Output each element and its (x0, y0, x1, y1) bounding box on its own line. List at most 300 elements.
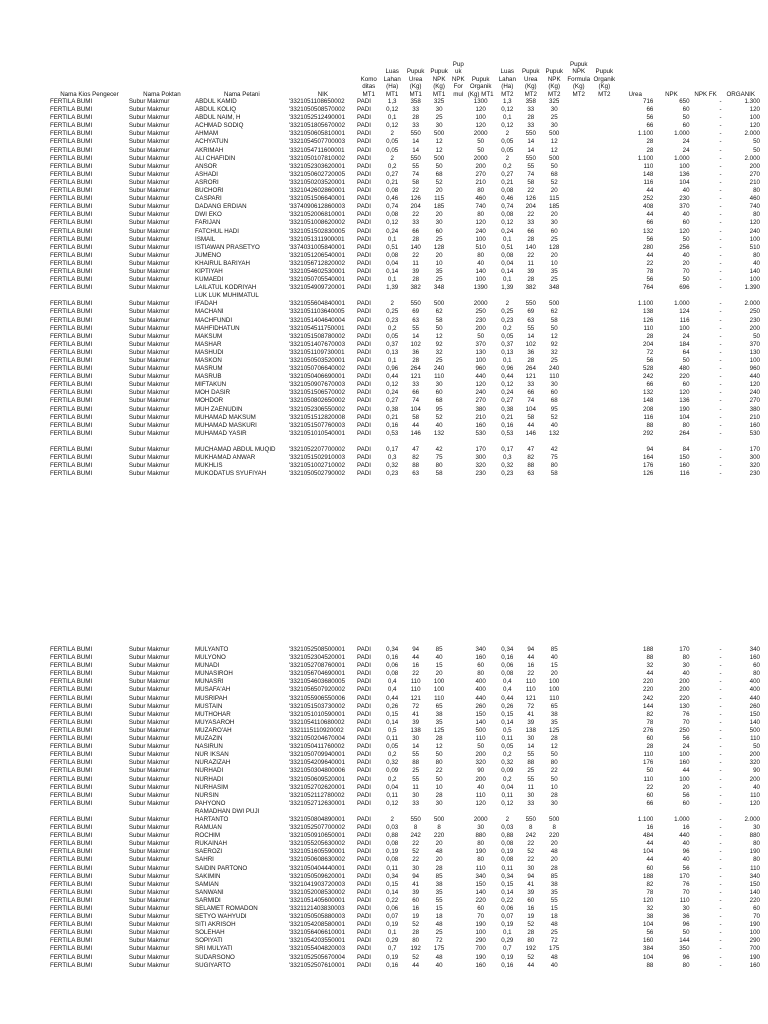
table-cell: '3321056712820002 (288, 259, 346, 267)
table-cell: 138 (643, 308, 654, 316)
farmer-fertilizer-table-bottom (50, 646, 760, 970)
table-cell: 220 (749, 896, 760, 904)
table-cell: 62 (550, 308, 558, 316)
column-header: Pupuk Urea (Kg) MT1 (406, 68, 425, 98)
table-cell (592, 300, 618, 308)
table-cell: 0,16 (501, 421, 514, 429)
table-cell: 700 (475, 945, 486, 953)
table-cell: 0,14 (386, 718, 399, 726)
table-cell: 0,4 (387, 686, 397, 694)
table-cell: 95 (550, 405, 558, 413)
table-cell (592, 897, 618, 905)
table-cell: 128 (549, 243, 560, 251)
table-cell: PADI (357, 316, 371, 324)
table-cell: 55 (412, 162, 420, 170)
table-cell: 50 (753, 332, 760, 340)
table-cell: 0,06 (501, 662, 514, 670)
table-cell: 230 (475, 470, 486, 478)
table-cell: 15 (550, 662, 558, 670)
table-cell: '3321050709940001 (288, 751, 346, 759)
table-cell: - (719, 735, 722, 743)
table-cell: 160 (643, 937, 654, 945)
table-cell (451, 776, 466, 784)
table-cell: 28 (435, 735, 443, 743)
table-cell: 500 (549, 130, 560, 138)
table-cell: 0,7 (387, 945, 397, 953)
table-cell: 28 (527, 929, 535, 937)
table-cell: 25 (435, 114, 443, 122)
table-cell: '3321054209640001 (288, 759, 346, 767)
table-cell (592, 114, 618, 122)
table-cell: NASIRUN (194, 743, 223, 751)
table-cell: 280 (643, 243, 654, 251)
table-cell (451, 816, 466, 824)
table-cell: 0,13 (386, 348, 399, 356)
table-cell: 66 (527, 227, 535, 235)
table-cell: Subur Makmur (128, 937, 170, 945)
table-cell (566, 751, 592, 759)
table-cell (566, 171, 592, 179)
table-cell: 80 (753, 211, 760, 219)
table-cell: 12 (435, 138, 443, 146)
table-cell: 320 (475, 462, 486, 470)
table-row (50, 832, 760, 840)
table-cell: 100 (679, 324, 690, 332)
table-cell: - (719, 929, 722, 937)
table-cell (380, 292, 403, 300)
table-cell: '3321052306550002 (288, 405, 346, 413)
table-cell: 22 (435, 767, 443, 775)
table-cell: 120 (749, 106, 760, 114)
table-cell: 88 (646, 961, 654, 969)
table-cell: 28 (412, 114, 420, 122)
table-cell: 55 (527, 324, 535, 332)
table-cell (566, 292, 592, 300)
table-cell: MACHANI (194, 308, 224, 316)
table-cell: - (719, 357, 722, 364)
table-cell: 68 (550, 397, 558, 405)
table-cell: '3321052008530002 (288, 888, 346, 896)
table-cell: FERTILA BUMI (50, 670, 93, 678)
table-cell: 24 (682, 332, 690, 340)
table-cell: MUZAZIN (194, 735, 223, 743)
table-cell (451, 236, 466, 244)
table-cell: 48 (435, 848, 443, 856)
table-cell: 62 (435, 308, 443, 316)
table-cell: PADI (357, 646, 371, 653)
table-cell (566, 711, 592, 719)
table-cell: 104 (679, 413, 690, 421)
table-cell: 160 (475, 961, 486, 969)
table-cell: PADI (357, 454, 371, 462)
table-cell: 242 (643, 694, 654, 702)
table-cell: PADI (357, 405, 371, 413)
table-cell: 240 (475, 227, 486, 235)
table-cell: 0,11 (501, 864, 514, 872)
table-cell (592, 881, 618, 889)
table-cell: PADI (357, 154, 371, 162)
table-cell: 28 (646, 332, 654, 340)
table-cell (592, 98, 618, 106)
table-cell (451, 727, 466, 735)
table-cell: 66 (412, 227, 420, 235)
table-cell: Subur Makmur (128, 316, 170, 324)
table-cell: 0,4 (503, 678, 512, 686)
table-cell: 500 (433, 300, 445, 308)
table-cell: FERTILA BUMI (50, 413, 93, 421)
table-cell: FERTILA BUMI (50, 243, 93, 251)
table-cell (566, 889, 592, 897)
table-cell: MUHAMAD MAKSUM (194, 413, 256, 421)
table-cell: '3321050509620001 (288, 872, 346, 880)
table-cell: 52 (527, 848, 535, 856)
table-cell: MAHFIDHATUN (194, 324, 240, 332)
table-cell: 2000 (473, 815, 488, 823)
table-cell: '3321052512490001 (288, 114, 346, 122)
table-body-bottom (50, 646, 760, 970)
table-cell: 0,11 (386, 791, 398, 799)
table-cell: 58 (527, 413, 535, 421)
table-cell: - (719, 921, 722, 929)
table-cell: 2 (505, 154, 510, 162)
table-cell (451, 695, 466, 703)
table-cell: FERTILA BUMI (50, 259, 93, 267)
table-cell: - (719, 251, 722, 259)
table-cell (592, 759, 618, 767)
table-cell (617, 292, 653, 300)
table-cell (566, 308, 592, 316)
table-cell (566, 397, 592, 405)
table-cell: ASHADI (194, 170, 219, 178)
table-cell (566, 743, 592, 751)
table-cell: 20 (550, 251, 558, 259)
table-cell: MUKODATUS SYUFIYAH (194, 470, 267, 478)
table-cell: MUSTAIN (194, 702, 223, 710)
table-cell (566, 130, 592, 138)
table-cell: - (719, 162, 722, 170)
table-cell: 144 (679, 937, 690, 945)
table-cell: 28 (527, 235, 535, 243)
table-cell (566, 317, 592, 325)
table-cell: 50 (477, 138, 485, 146)
table-cell: FERTILA BUMI (50, 646, 93, 653)
table-cell (566, 430, 592, 438)
table-cell: FERTILA BUMI (50, 921, 93, 929)
table-cell: 94 (527, 872, 535, 880)
table-cell: 100 (475, 929, 486, 937)
table-cell: 132 (643, 227, 654, 235)
table-cell: '3321121403830003 (288, 905, 345, 912)
table-cell (451, 195, 466, 203)
table-cell: PADI (357, 251, 371, 259)
table-cell: PADI (357, 429, 371, 437)
table-cell: 0,12 (501, 106, 514, 114)
table-cell: 94 (412, 872, 420, 880)
table-cell: 0,44 (501, 373, 514, 381)
table-cell (592, 462, 618, 470)
table-cell (566, 300, 592, 308)
table-cell: Subur Makmur (128, 824, 170, 832)
table-cell: 110 (679, 896, 690, 904)
table-cell: 0,09 (386, 767, 399, 775)
table-cell: 44 (412, 654, 420, 662)
table-cell: FERTILA BUMI (50, 783, 93, 791)
table-cell (592, 832, 618, 840)
table-cell: FERTILA BUMI (50, 840, 93, 848)
table-cell: 0,2 (387, 324, 397, 332)
table-cell: 60 (682, 122, 690, 130)
table-cell: 104 (525, 405, 536, 413)
table-cell: 0,05 (501, 146, 514, 154)
table-cell: Subur Makmur (128, 276, 170, 284)
table-cell (566, 422, 592, 430)
table-cell: 69 (527, 308, 535, 316)
table-cell (566, 776, 592, 784)
table-cell: 370 (749, 340, 760, 348)
table-cell (451, 252, 466, 260)
table-cell: SOPIYATI (194, 937, 223, 945)
table-cell: 264 (679, 429, 690, 437)
table-cell: 384 (643, 945, 654, 953)
table-cell: PADI (357, 195, 371, 203)
table-cell: 22 (527, 670, 535, 678)
table-cell: 50 (435, 324, 443, 332)
table-cell: '3321041903720003 (288, 880, 346, 888)
table-cell: 2 (505, 300, 510, 308)
table-cell: 14 (412, 743, 420, 751)
table-cell: 146 (525, 429, 536, 437)
table-cell: FERTILA BUMI (50, 462, 93, 470)
table-cell: SARMIDI (194, 896, 221, 904)
table-cell (566, 840, 592, 848)
table-cell: 220 (679, 694, 690, 702)
table-cell: - (719, 470, 722, 478)
table-cell: 1,3 (503, 98, 512, 105)
table-cell: 30 (435, 219, 443, 227)
table-cell: 150 (679, 454, 690, 462)
table-cell: 80 (753, 840, 760, 848)
table-cell: PADI (357, 235, 371, 243)
table-cell: 32 (646, 662, 654, 670)
table-cell: 175 (549, 945, 560, 953)
table-cell (566, 703, 592, 711)
table-cell: 65 (550, 702, 558, 710)
table-cell: 960 (749, 365, 760, 373)
table-cell: 126 (525, 195, 536, 203)
table-cell: 18 (550, 913, 558, 921)
table-cell: 28 (550, 864, 558, 872)
table-cell: 12 (550, 332, 558, 340)
table-cell: '3321052507610001 (288, 961, 346, 969)
table-cell: 132 (433, 429, 445, 437)
table-cell: SETYO WAHYUDI (194, 913, 247, 921)
table-cell: PADI (357, 308, 371, 316)
table-cell: 408 (643, 203, 654, 211)
table-cell: 148 (643, 397, 654, 405)
table-cell: 340 (475, 872, 486, 880)
table-cell: 60 (435, 389, 443, 397)
table-cell (592, 381, 618, 389)
table-cell (451, 824, 466, 832)
table-cell: 56 (646, 276, 654, 284)
table-cell: FERTILA BUMI (50, 470, 93, 478)
table-cell: Subur Makmur (128, 654, 170, 662)
table-cell: 220 (643, 678, 654, 686)
table-cell: 550 (410, 154, 421, 162)
table-cell: 170 (679, 872, 690, 880)
table-cell: ASRORI (194, 178, 219, 186)
table-cell: 440 (749, 694, 760, 702)
table-cell (566, 832, 592, 840)
table-cell: '3321051008620002 (288, 219, 346, 227)
table-cell: PADI (357, 670, 371, 678)
table-cell: 0,21 (501, 413, 514, 421)
table-cell (617, 808, 653, 816)
table-cell (451, 147, 466, 155)
column-header: Pupuk NPK Formula (Kg) MT2 (567, 60, 591, 98)
table-cell: '3374090612860003 (288, 203, 346, 211)
table-cell: PADI (357, 856, 371, 864)
table-cell (592, 155, 618, 163)
table-cell: 220 (643, 686, 654, 694)
table-cell: 41 (527, 880, 535, 888)
table-cell: 80 (477, 251, 485, 259)
table-cell (289, 808, 357, 816)
table-cell: 20 (550, 211, 558, 219)
table-cell: 66 (646, 122, 654, 130)
table-cell (592, 873, 618, 881)
table-cell: Subur Makmur (128, 114, 170, 122)
table-cell: - (719, 98, 722, 105)
table-cell: 0,37 (386, 340, 399, 348)
table-cell (592, 921, 618, 929)
table-cell (592, 203, 618, 211)
table-cell: 94 (412, 646, 420, 653)
table-cell: 0,24 (386, 389, 399, 397)
table-cell: 550 (525, 130, 536, 138)
table-cell: 110 (549, 373, 560, 381)
table-cell: 440 (475, 694, 486, 702)
table-cell: MUH ZAENUDIN (194, 405, 243, 413)
table-cell: 116 (679, 470, 690, 478)
table-cell (451, 397, 466, 405)
table-cell: 230 (749, 470, 760, 478)
table-cell: 60 (477, 662, 485, 670)
table-cell: 0,24 (501, 227, 514, 235)
table-cell: 500 (433, 130, 445, 138)
table-cell: 0,46 (386, 195, 399, 203)
table-cell: 0,08 (386, 840, 399, 848)
table-cell: 204 (525, 203, 536, 211)
table-cell (566, 333, 592, 341)
table-cell: 20 (550, 187, 558, 195)
table-cell (566, 881, 592, 889)
table-cell: FERTILA BUMI (50, 896, 93, 904)
table-cell: 60 (646, 735, 654, 743)
table-cell: 1.100 (637, 300, 654, 308)
table-cell: 14 (412, 146, 420, 154)
table-cell: - (719, 888, 722, 896)
table-cell: 116 (643, 178, 654, 186)
table-cell: 550 (525, 300, 536, 308)
table-cell: 76 (682, 710, 690, 718)
table-cell (451, 228, 466, 236)
table-cell (566, 187, 592, 195)
table-cell (357, 292, 380, 300)
table-cell: FERTILA BUMI (50, 114, 93, 122)
table-cell: '3321052507700002 (288, 824, 346, 832)
table-cell: 40 (753, 783, 760, 791)
table-row (50, 873, 760, 881)
table-cell: 325 (549, 98, 560, 105)
table-cell: PADI (357, 130, 371, 138)
table-cell: 220 (549, 832, 560, 840)
table-cell: Subur Makmur (128, 122, 170, 130)
table-cell: 190 (475, 921, 486, 929)
table-cell: Subur Makmur (128, 462, 170, 470)
table-cell: 0,88 (386, 832, 399, 840)
table-cell (50, 292, 129, 300)
table-cell: PADI (357, 211, 371, 219)
table-cell: Subur Makmur (128, 203, 170, 211)
table-cell: 110 (475, 791, 486, 799)
table-cell: Subur Makmur (128, 702, 170, 710)
table-cell: 66 (646, 799, 654, 807)
table-cell: 256 (679, 243, 690, 251)
table-cell: Subur Makmur (128, 324, 170, 332)
table-row (50, 929, 760, 937)
table-cell: 80 (477, 187, 485, 195)
table-cell: 132 (643, 389, 654, 397)
table-cell (451, 98, 466, 106)
table-cell: 130 (475, 348, 486, 356)
table-cell: Subur Makmur (128, 929, 170, 937)
table-cell: FERTILA BUMI (50, 759, 93, 767)
table-cell: 0,27 (501, 397, 514, 405)
table-cell: FERTILA BUMI (50, 381, 93, 389)
table-cell: - (719, 872, 722, 880)
table-cell (592, 913, 618, 921)
table-cell: - (719, 389, 722, 397)
table-cell: 110 (750, 791, 760, 799)
table-cell: 66 (646, 381, 654, 389)
table-cell (451, 662, 466, 670)
table-cell: 22 (412, 211, 420, 219)
table-cell: 28 (646, 138, 654, 146)
table-cell: 210 (475, 178, 486, 186)
table-cell: 50 (477, 146, 485, 154)
table-cell: 200 (749, 324, 760, 332)
table-cell: Subur Makmur (128, 751, 170, 759)
table-cell: PADI (357, 702, 371, 710)
table-cell: '3321050304800006 (288, 767, 346, 775)
table-cell: 740 (475, 203, 486, 211)
table-cell (451, 784, 466, 792)
table-cell (451, 962, 466, 970)
table-cell: '3321051010540001 (288, 429, 346, 437)
table-cell: 2 (390, 130, 394, 138)
table-cell: 39 (412, 718, 420, 726)
table-cell (592, 865, 618, 873)
table-cell: 30 (550, 122, 558, 130)
table-cell: 0,06 (386, 662, 399, 670)
table-cell: - (719, 445, 722, 453)
table-cell: 56 (646, 114, 654, 122)
table-cell (592, 654, 618, 662)
table-cell: 120 (475, 106, 486, 114)
column-header: ORGANIK (726, 90, 756, 98)
table-cell: 500 (549, 815, 560, 823)
